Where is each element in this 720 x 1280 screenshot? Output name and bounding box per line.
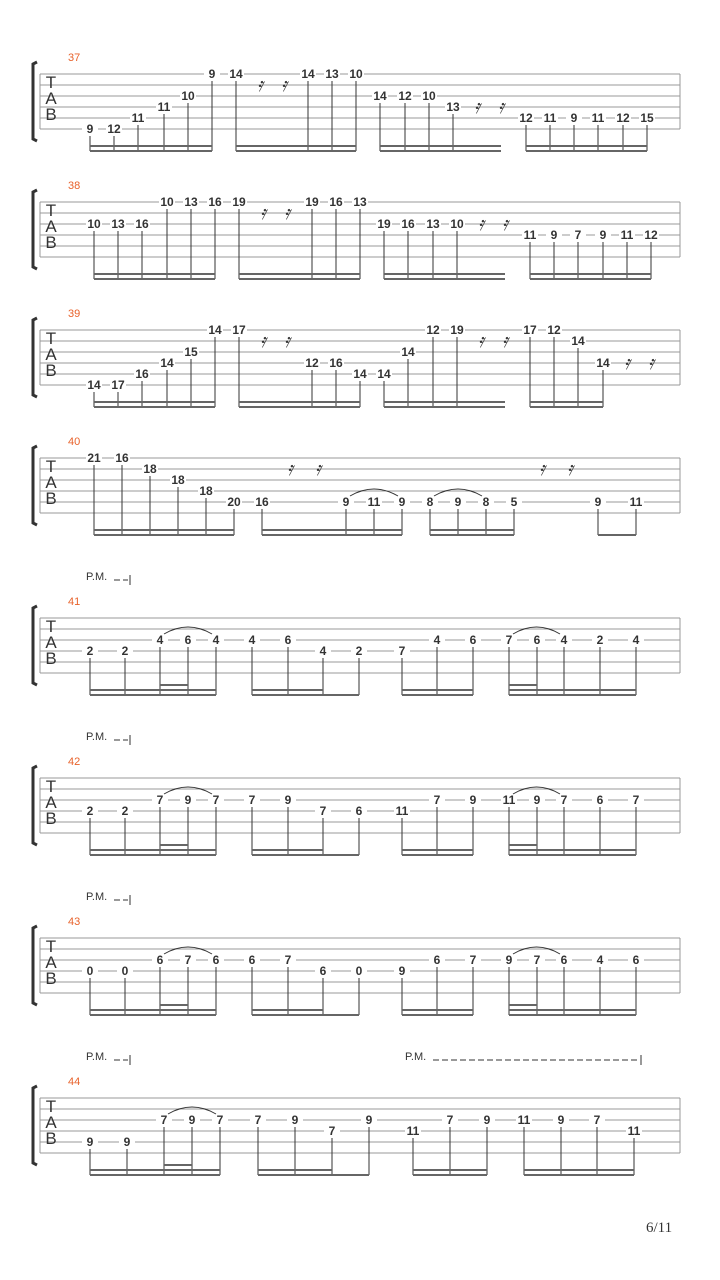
system-bracket bbox=[33, 766, 37, 845]
fret-number: 16 bbox=[329, 356, 343, 370]
fret-number: 14 bbox=[208, 323, 222, 337]
fret-number: 13 bbox=[111, 217, 125, 231]
fret-number: 12 bbox=[547, 323, 561, 337]
fret-number: 7 bbox=[446, 1113, 454, 1127]
fret-number: 12 bbox=[426, 323, 440, 337]
fret-number: 10 bbox=[450, 217, 464, 231]
measure-number: 44 bbox=[68, 1076, 81, 1088]
fret-number: 9 bbox=[208, 67, 216, 81]
fret-number: 2 bbox=[355, 644, 363, 658]
fret-number: 11 bbox=[523, 228, 537, 242]
fret-number: 14 bbox=[301, 67, 315, 81]
fret-number: 12 bbox=[107, 122, 121, 136]
measure-number: 38 bbox=[68, 180, 81, 192]
tab-clef-letter: B bbox=[45, 233, 57, 252]
fret-number: 14 bbox=[229, 67, 243, 81]
tab-clef-letter: T bbox=[45, 937, 57, 956]
sixteenth-rest: 𝄿 bbox=[474, 96, 480, 118]
sixteenth-rest: 𝄿 bbox=[498, 96, 504, 118]
fret-number: 7 bbox=[254, 1113, 262, 1127]
fret-number: 6 bbox=[596, 793, 604, 807]
sixteenth-rest: 𝄿 bbox=[257, 74, 263, 96]
fret-number: 2 bbox=[86, 804, 94, 818]
fret-number: 16 bbox=[329, 195, 343, 209]
fret-number: 4 bbox=[319, 644, 327, 658]
fret-number: 14 bbox=[571, 334, 585, 348]
fret-number: 16 bbox=[255, 495, 269, 509]
fret-number: 9 bbox=[188, 1113, 196, 1127]
tab-clef-letter: B bbox=[45, 361, 57, 380]
system-bracket bbox=[33, 318, 37, 397]
tab-clef-letter: B bbox=[45, 809, 57, 828]
measure-number: 39 bbox=[68, 308, 81, 320]
fret-number: 20 bbox=[227, 495, 241, 509]
tab-clef-letter: T bbox=[45, 329, 57, 348]
fret-number: 11 bbox=[517, 1113, 531, 1127]
fret-number: 8 bbox=[426, 495, 434, 509]
fret-number: 13 bbox=[184, 195, 198, 209]
sixteenth-rest: 𝄿 bbox=[260, 330, 266, 352]
fret-number: 9 bbox=[599, 228, 607, 242]
fret-number: 2 bbox=[86, 644, 94, 658]
fret-number: 7 bbox=[328, 1124, 336, 1138]
fret-number: 11 bbox=[131, 111, 145, 125]
fret-number: 6 bbox=[355, 804, 363, 818]
fret-number: 4 bbox=[212, 633, 220, 647]
fret-number: 18 bbox=[143, 462, 157, 476]
fret-number: 0 bbox=[86, 964, 94, 978]
fret-number: 9 bbox=[291, 1113, 299, 1127]
palm-mute-label: P.M. bbox=[86, 731, 108, 743]
tab-clef-letter: A bbox=[45, 793, 57, 812]
tab-clef-letter: B bbox=[45, 649, 57, 668]
fret-number: 11 bbox=[395, 804, 409, 818]
sixteenth-rest: 𝄿 bbox=[502, 213, 508, 235]
fret-number: 19 bbox=[305, 195, 319, 209]
fret-number: 7 bbox=[574, 228, 582, 242]
tab-clef-letter: B bbox=[45, 969, 57, 988]
tab-clef-letter: T bbox=[45, 457, 57, 476]
fret-number: 7 bbox=[593, 1113, 601, 1127]
fret-number: 16 bbox=[208, 195, 222, 209]
fret-number: 0 bbox=[355, 964, 363, 978]
fret-number: 6 bbox=[156, 953, 164, 967]
sixteenth-rest: 𝄿 bbox=[478, 213, 484, 235]
fret-number: 10 bbox=[87, 217, 101, 231]
fret-number: 7 bbox=[160, 1113, 168, 1127]
fret-number: 14 bbox=[401, 345, 415, 359]
fret-number: 11 bbox=[591, 111, 605, 125]
fret-number: 6 bbox=[248, 953, 256, 967]
fret-number: 11 bbox=[157, 100, 171, 114]
sixteenth-rest: 𝄿 bbox=[478, 330, 484, 352]
system-bracket bbox=[33, 190, 37, 269]
sixteenth-rest: 𝄿 bbox=[260, 202, 266, 224]
sixteenth-rest: 𝄿 bbox=[502, 330, 508, 352]
fret-number: 18 bbox=[199, 484, 213, 498]
fret-number: 7 bbox=[284, 953, 292, 967]
fret-number: 9 bbox=[594, 495, 602, 509]
page-number: 6/11 bbox=[646, 1220, 673, 1236]
fret-number: 6 bbox=[212, 953, 220, 967]
fret-number: 7 bbox=[533, 953, 541, 967]
fret-number: 6 bbox=[469, 633, 477, 647]
fret-number: 9 bbox=[469, 793, 477, 807]
fret-number: 19 bbox=[450, 323, 464, 337]
fret-number: 11 bbox=[367, 495, 381, 509]
measure-number: 37 bbox=[68, 52, 81, 64]
tab-clef-letter: T bbox=[45, 1097, 57, 1116]
fret-number: 16 bbox=[401, 217, 415, 231]
sixteenth-rest: 𝄿 bbox=[624, 352, 630, 374]
fret-number: 9 bbox=[505, 953, 513, 967]
sixteenth-rest: 𝄿 bbox=[539, 458, 545, 480]
fret-number: 6 bbox=[632, 953, 640, 967]
system-bracket bbox=[33, 1086, 37, 1165]
fret-number: 9 bbox=[398, 495, 406, 509]
fret-number: 7 bbox=[319, 804, 327, 818]
fret-number: 10 bbox=[160, 195, 174, 209]
fret-number: 17 bbox=[523, 323, 537, 337]
fret-number: 2 bbox=[121, 804, 129, 818]
measure-number: 42 bbox=[68, 756, 81, 768]
fret-number: 16 bbox=[135, 367, 149, 381]
fret-number: 14 bbox=[373, 89, 387, 103]
fret-number: 11 bbox=[406, 1124, 420, 1138]
fret-number: 10 bbox=[181, 89, 195, 103]
fret-number: 17 bbox=[232, 323, 246, 337]
fret-number: 12 bbox=[519, 111, 533, 125]
fret-number: 13 bbox=[446, 100, 460, 114]
palm-mute-label: P.M. bbox=[405, 1051, 427, 1063]
fret-number: 19 bbox=[377, 217, 391, 231]
fret-number: 17 bbox=[111, 378, 125, 392]
tab-clef-letter: A bbox=[45, 953, 57, 972]
fret-number: 18 bbox=[171, 473, 185, 487]
measure-number: 40 bbox=[68, 436, 81, 448]
fret-number: 6 bbox=[319, 964, 327, 978]
fret-number: 4 bbox=[433, 633, 441, 647]
fret-number: 6 bbox=[533, 633, 541, 647]
tab-clef-letter: A bbox=[45, 473, 57, 492]
fret-number: 9 bbox=[570, 111, 578, 125]
fret-number: 12 bbox=[644, 228, 658, 242]
fret-number: 4 bbox=[156, 633, 164, 647]
fret-number: 11 bbox=[629, 495, 643, 509]
sixteenth-rest: 𝄿 bbox=[315, 458, 321, 480]
fret-number: 6 bbox=[560, 953, 568, 967]
fret-number: 7 bbox=[469, 953, 477, 967]
fret-number: 9 bbox=[483, 1113, 491, 1127]
tab-clef-letter: T bbox=[45, 73, 57, 92]
fret-number: 15 bbox=[184, 345, 198, 359]
fret-number: 9 bbox=[557, 1113, 565, 1127]
fret-number: 7 bbox=[632, 793, 640, 807]
fret-number: 14 bbox=[353, 367, 367, 381]
fret-number: 9 bbox=[342, 495, 350, 509]
fret-number: 9 bbox=[86, 1135, 94, 1149]
palm-mute-label: P.M. bbox=[86, 1051, 108, 1063]
tab-clef-letter: B bbox=[45, 105, 57, 124]
fret-number: 14 bbox=[596, 356, 610, 370]
sixteenth-rest: 𝄿 bbox=[648, 352, 654, 374]
sixteenth-rest: 𝄿 bbox=[281, 74, 287, 96]
fret-number: 13 bbox=[426, 217, 440, 231]
fret-number: 7 bbox=[398, 644, 406, 658]
fret-number: 9 bbox=[123, 1135, 131, 1149]
fret-number: 4 bbox=[596, 953, 604, 967]
fret-number: 16 bbox=[135, 217, 149, 231]
tab-clef-letter: A bbox=[45, 1113, 57, 1132]
fret-number: 10 bbox=[349, 67, 363, 81]
fret-number: 9 bbox=[398, 964, 406, 978]
tab-clef-letter: A bbox=[45, 633, 57, 652]
fret-number: 6 bbox=[184, 633, 192, 647]
system-bracket bbox=[33, 606, 37, 685]
system-bracket bbox=[33, 926, 37, 1005]
fret-number: 13 bbox=[325, 67, 339, 81]
fret-number: 11 bbox=[620, 228, 634, 242]
tab-clef-letter: T bbox=[45, 201, 57, 220]
fret-number: 14 bbox=[87, 378, 101, 392]
tab-clef-letter: A bbox=[45, 217, 57, 236]
tab-clef-letter: A bbox=[45, 345, 57, 364]
fret-number: 14 bbox=[377, 367, 391, 381]
fret-number: 7 bbox=[212, 793, 220, 807]
fret-number: 9 bbox=[365, 1113, 373, 1127]
measure-number: 43 bbox=[68, 916, 81, 928]
fret-number: 7 bbox=[505, 633, 513, 647]
fret-number: 14 bbox=[160, 356, 174, 370]
fret-number: 7 bbox=[156, 793, 164, 807]
fret-number: 11 bbox=[543, 111, 557, 125]
system-bracket bbox=[33, 446, 37, 525]
fret-number: 7 bbox=[216, 1113, 224, 1127]
fret-number: 9 bbox=[550, 228, 558, 242]
fret-number: 4 bbox=[248, 633, 256, 647]
fret-number: 6 bbox=[433, 953, 441, 967]
fret-number: 7 bbox=[433, 793, 441, 807]
fret-number: 16 bbox=[115, 451, 129, 465]
fret-number: 5 bbox=[510, 495, 518, 509]
fret-number: 8 bbox=[482, 495, 490, 509]
fret-number: 15 bbox=[640, 111, 654, 125]
fret-number: 7 bbox=[560, 793, 568, 807]
tab-clef-letter: A bbox=[45, 89, 57, 108]
tab-clef-letter: T bbox=[45, 617, 57, 636]
fret-number: 10 bbox=[422, 89, 436, 103]
fret-number: 9 bbox=[284, 793, 292, 807]
sixteenth-rest: 𝄿 bbox=[287, 458, 293, 480]
measure-number: 41 bbox=[68, 596, 81, 608]
fret-number: 13 bbox=[353, 195, 367, 209]
fret-number: 7 bbox=[184, 953, 192, 967]
system-bracket bbox=[33, 62, 37, 141]
fret-number: 21 bbox=[87, 451, 101, 465]
tab-clef-letter: T bbox=[45, 777, 57, 796]
palm-mute-label: P.M. bbox=[86, 891, 108, 903]
fret-number: 6 bbox=[284, 633, 292, 647]
tab-clef-letter: B bbox=[45, 489, 57, 508]
fret-number: 0 bbox=[121, 964, 129, 978]
fret-number: 11 bbox=[502, 793, 516, 807]
fret-number: 12 bbox=[305, 356, 319, 370]
fret-number: 2 bbox=[121, 644, 129, 658]
fret-number: 7 bbox=[248, 793, 256, 807]
fret-number: 9 bbox=[533, 793, 541, 807]
fret-number: 9 bbox=[184, 793, 192, 807]
fret-number: 9 bbox=[454, 495, 462, 509]
fret-number: 4 bbox=[632, 633, 640, 647]
sixteenth-rest: 𝄿 bbox=[567, 458, 573, 480]
palm-mute-label: P.M. bbox=[86, 571, 108, 583]
sixteenth-rest: 𝄿 bbox=[284, 202, 290, 224]
fret-number: 12 bbox=[616, 111, 630, 125]
fret-number: 2 bbox=[596, 633, 604, 647]
fret-number: 9 bbox=[86, 122, 94, 136]
tab-clef-letter: B bbox=[45, 1129, 57, 1148]
fret-number: 4 bbox=[560, 633, 568, 647]
fret-number: 11 bbox=[627, 1124, 641, 1138]
fret-number: 19 bbox=[232, 195, 246, 209]
fret-number: 12 bbox=[398, 89, 412, 103]
sixteenth-rest: 𝄿 bbox=[284, 330, 290, 352]
